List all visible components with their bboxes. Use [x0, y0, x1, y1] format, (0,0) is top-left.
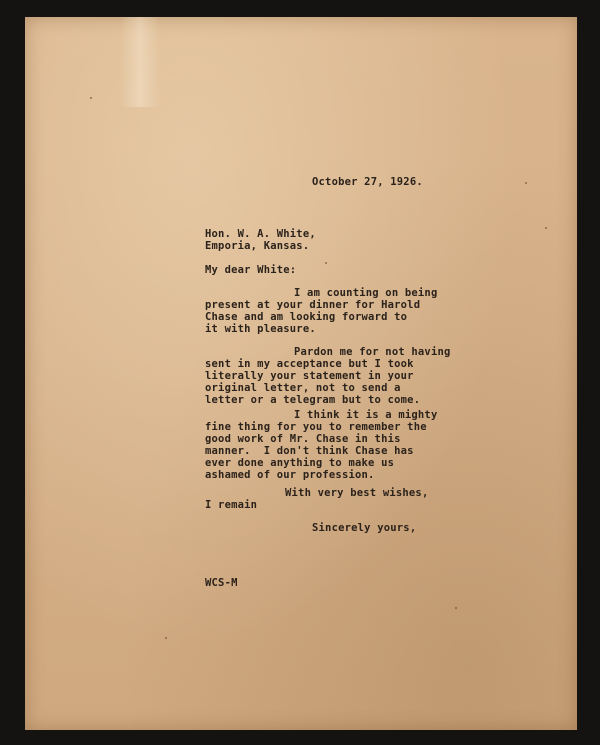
paragraph-2-line: literally your statement in your [205, 370, 414, 382]
paragraph-1-line: present at your dinner for Harold [205, 299, 421, 311]
signoff: Sincerely yours, [312, 522, 417, 534]
paper-speck [90, 97, 92, 99]
letter-page [25, 17, 577, 730]
typist-initials: WCS-M [205, 577, 238, 589]
letter-date: October 27, 1926. [312, 176, 423, 188]
paper-speck [525, 182, 527, 184]
paper-speck [455, 607, 457, 609]
paragraph-1-line: Chase and am looking forward to [205, 311, 408, 323]
paper-speck [545, 227, 547, 229]
paragraph-1-line: it with pleasure. [205, 323, 316, 335]
paragraph-2-line: original letter, not to send a [205, 382, 401, 394]
recipient-location: Emporia, Kansas. [205, 240, 310, 252]
paragraph-3-line: ashamed of our profession. [205, 469, 375, 481]
closing-remain: I remain [205, 499, 258, 511]
paragraph-3-line: ever done anything to make us [205, 457, 395, 469]
paragraph-2-line: sent in my acceptance but I took [205, 358, 414, 370]
paragraph-3-line: I think it is a mighty [294, 409, 438, 421]
closing-wishes: With very best wishes, [285, 487, 429, 499]
paragraph-2-line: Pardon me for not having [294, 346, 451, 358]
recipient-name: Hon. W. A. White, [205, 228, 316, 240]
paragraph-1-line: I am counting on being [294, 287, 438, 299]
paper-speck [165, 637, 167, 639]
paragraph-3-line: manner. I don't think Chase has [205, 445, 414, 457]
paragraph-3-line: good work of Mr. Chase in this [205, 433, 401, 445]
salutation: My dear White: [205, 264, 297, 276]
paragraph-2-line: letter or a telegram but to come. [205, 394, 421, 406]
paper-fold-crease [120, 17, 160, 107]
paper-speck [325, 262, 327, 264]
paragraph-3-line: fine thing for you to remember the [205, 421, 427, 433]
